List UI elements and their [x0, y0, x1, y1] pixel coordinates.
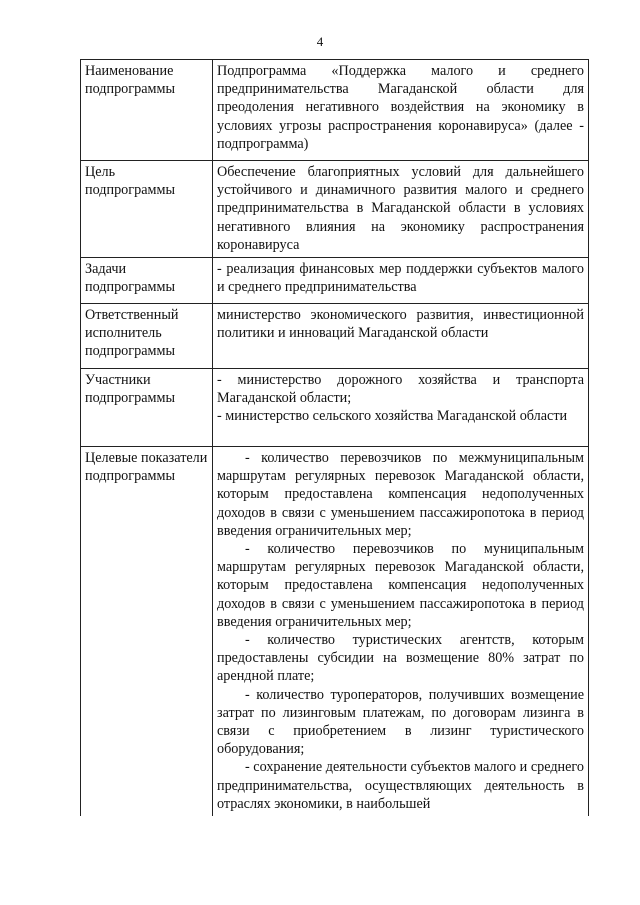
row-value-indicators [213, 447, 589, 817]
table-row [81, 60, 589, 161]
participant-item: - министерство сельского хозяйства Магаданской области [217, 408, 568, 425]
indicator-item: - количество перевозчиков по муниципальным маршрутам регулярных перевозок Магаданской области, которым предоставлена компенсация недополученных доходов в связи с уменьшением пассажиропотока в период введения ограничительных мер; [217, 541, 584, 630]
row-label-goal: Цель подпрограммы [81, 161, 213, 258]
indicator-item: - количество перевозчиков по межмуниципальным маршрутам регулярных перевозок Магаданской области, которым предоставлена компенсация недополученных доходов в связи с уменьшением пассажиропотока в период введения ограничительных мер; [217, 450, 584, 539]
indicator-item: - сохранение деятельности субъектов малого и среднего предпринимательства, осуществляющих деятельность в отраслях экономики, в наибольшей [217, 759, 584, 812]
row-value-executor: министерство экономического развития, инвестиционной политики и инноваций Магаданской области [213, 304, 589, 369]
page-number: 4 [316, 34, 324, 49]
row-label-indicators: Целевые показатели подпрограммы [81, 447, 213, 817]
row-value-name: Подпрограмма «Поддержка малого и среднего предпринимательства Магаданской области для преодоления негативного воздействия на экономику в условиях угрозы распространения коронавируса» (далее - подпрограмма) [213, 60, 589, 161]
row-label-tasks: Задачи подпрограммы [81, 258, 213, 304]
table-row [81, 258, 589, 304]
participant-item: - министерство дорожного хозяйства и транспорта Магаданской области; [217, 372, 584, 407]
row-label-executor: Ответственный исполнитель подпрограммы [81, 304, 213, 369]
indicator-item: - количество туристических агентств, которым предоставлены субсидии на возмещение 80% затрат по арендной плате; [217, 632, 584, 685]
row-value-participants [213, 369, 589, 447]
table-row [81, 161, 589, 258]
indicator-item: - количество туроператоров, получивших возмещение затрат по лизинговым платежам, по договорам лизинга в связи с приобретением в лизинг туристического оборудования; [217, 686, 584, 758]
row-label-name: Наименование подпрограммы [81, 60, 213, 161]
subprogram-passport-table [80, 59, 589, 816]
row-value-tasks: - реализация финансовых мер поддержки субъектов малого и среднего предпринимательства [213, 258, 589, 304]
table-row [81, 369, 589, 447]
table-row [81, 447, 589, 817]
row-value-goal: Обеспечение благоприятных условий для дальнейшего устойчивого и динамичного развития малого и среднего предпринимательства в Магаданской области в условиях негативного влияния на экономику распространения коронавируса [213, 161, 589, 258]
table-row [81, 304, 589, 369]
row-label-participants: Участники подпрограммы [81, 369, 213, 447]
